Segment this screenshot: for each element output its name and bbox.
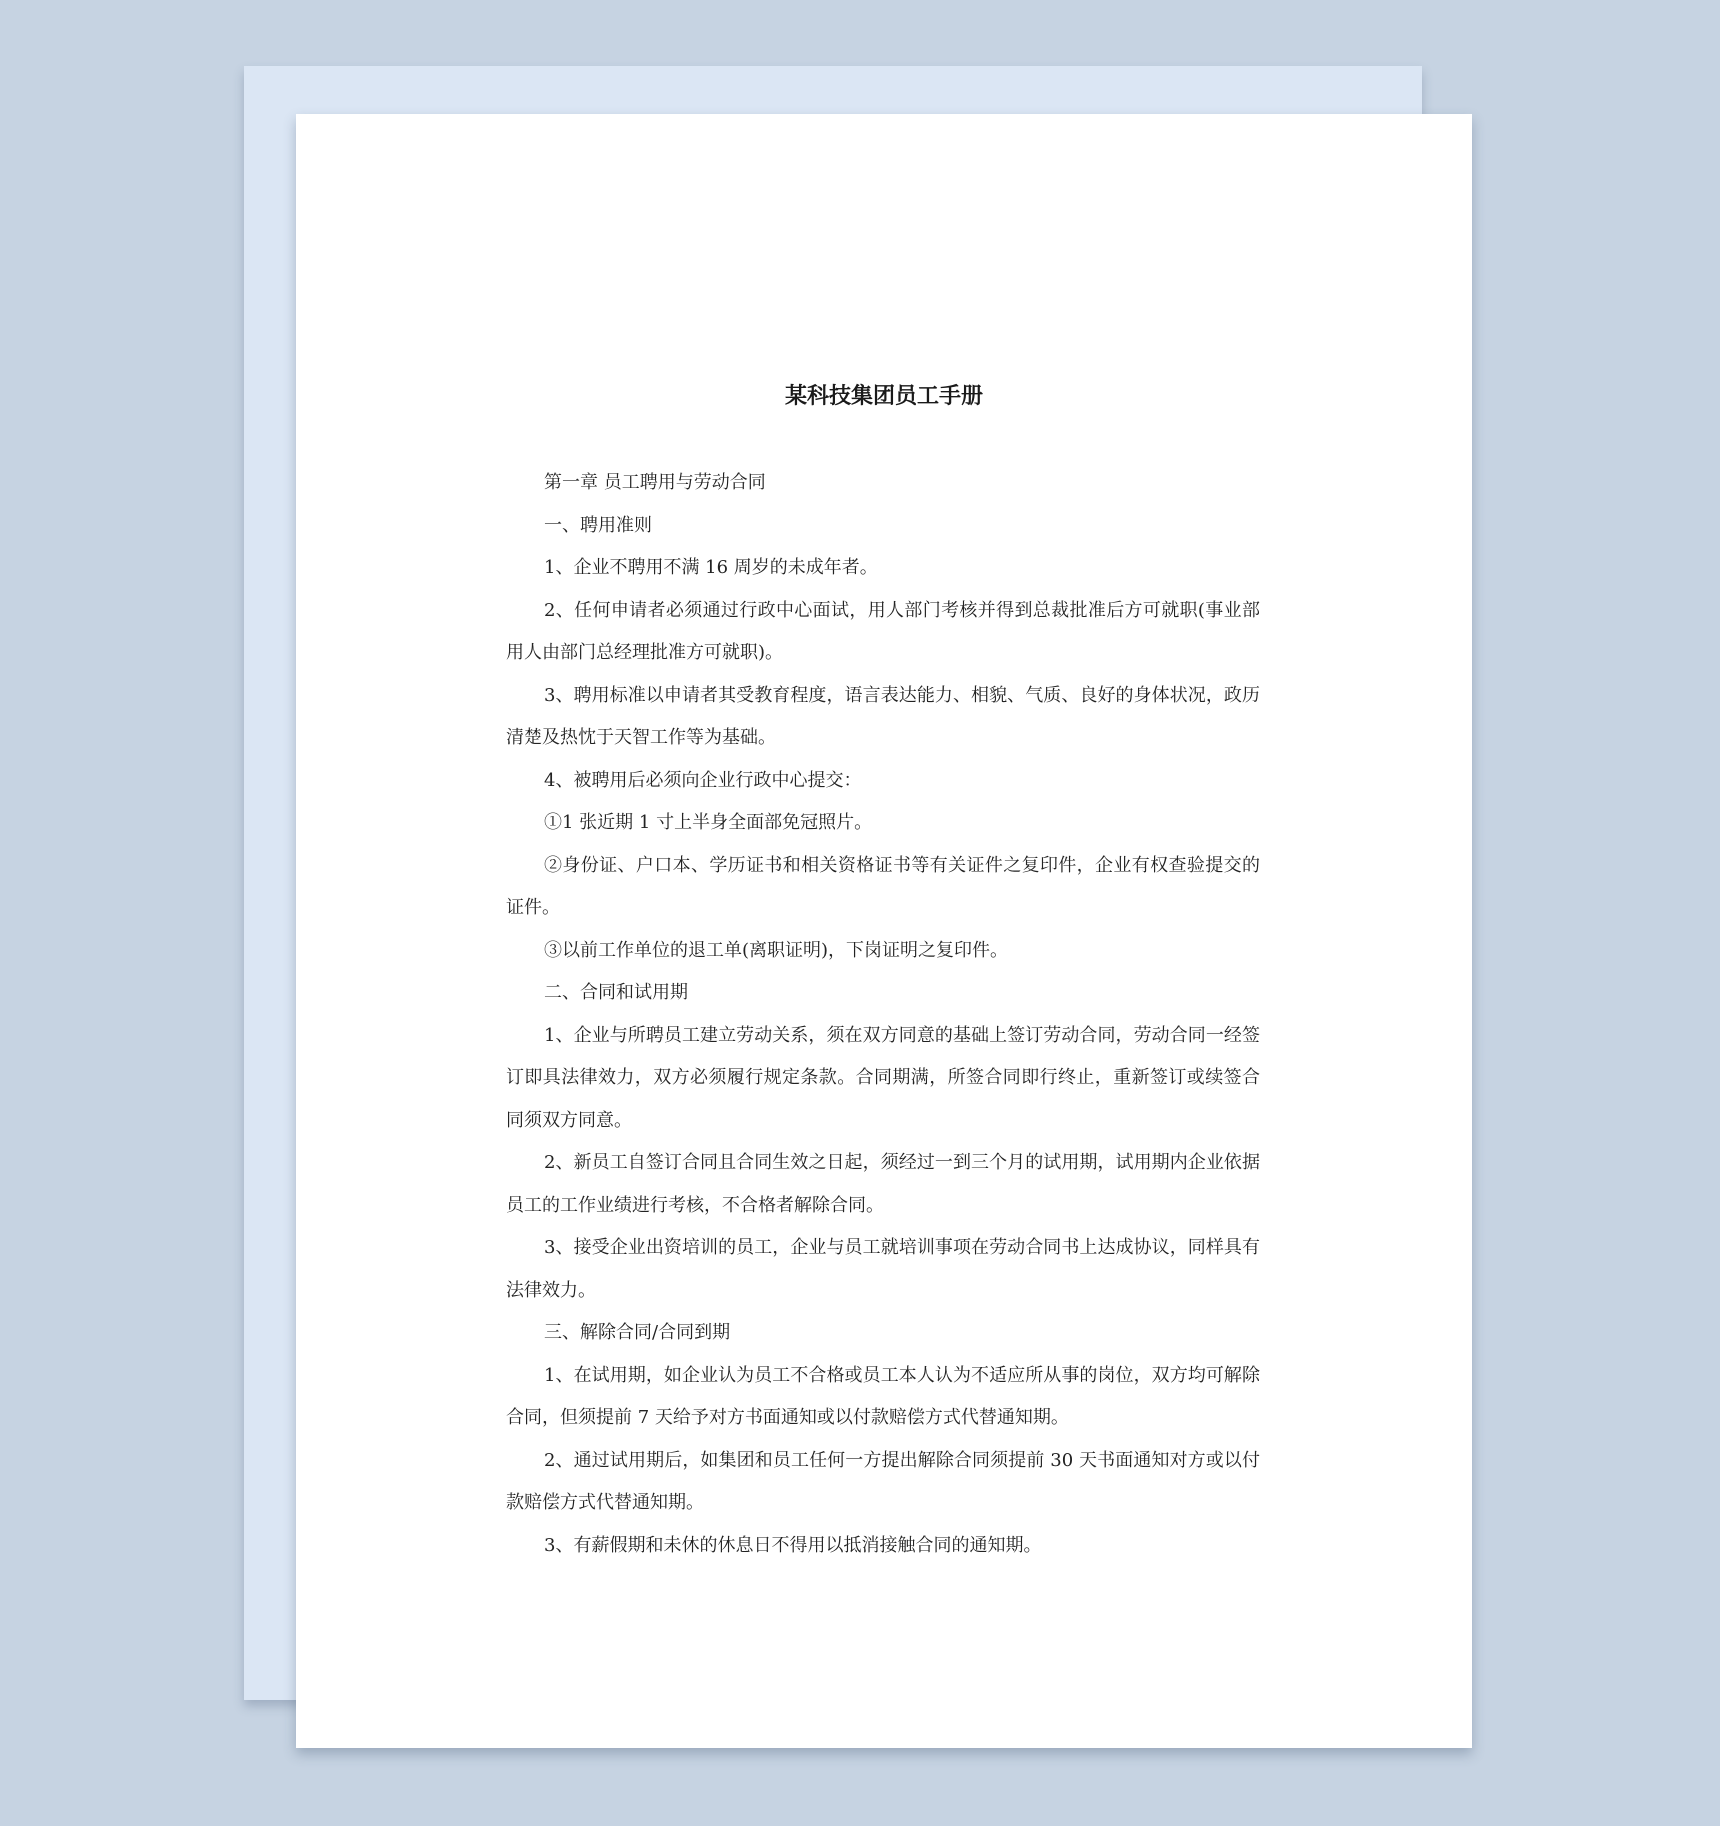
paragraph: 2、通过试用期后，如集团和员工任何一方提出解除合同须提前 30 天书面通知对方或以付款赔偿方式代替通知期。	[506, 1449, 1260, 1513]
paragraph: 3、聘用标准以申请者其受教育程度，语言表达能力、相貌、气质、良好的身体状况，政历清楚及热忱于天智工作等为基础。	[506, 684, 1260, 748]
section-heading-contract-termination: 三、解除合同/合同到期	[544, 1322, 731, 1343]
section-heading-hiring-criteria: 一、聘用准则	[544, 514, 652, 536]
paragraph: 1、企业与所聘员工建立劳动关系，须在双方同意的基础上签订劳动合同，劳动合同一经签订即具法律效力，双方必须履行规定条款。合同期满，所签合同即行终止，重新签订或续签合同须双方同意。	[506, 1024, 1260, 1131]
paragraph: 3、有薪假期和未休的休息日不得用以抵消接触合同的通知期。	[544, 1534, 1042, 1556]
document-title: 某科技集团员工手册	[784, 383, 983, 409]
chapter-heading: 第一章 员工聘用与劳动合同	[544, 472, 766, 493]
list-item: ②身份证、户口本、学历证书和相关资格证书等有关证件之复印件，企业有权查验提交的证件。	[506, 854, 1260, 918]
paragraph: 1、企业不聘用不满 16 周岁的未成年者。	[544, 557, 878, 578]
list-item: ③以前工作单位的退工单(离职证明)，下岗证明之复印件。	[544, 939, 1009, 961]
paragraph: 4、被聘用后必须向企业行政中心提交：	[544, 769, 862, 791]
section-heading-contract-probation: 二、合同和试用期	[544, 982, 688, 1003]
list-item: ①1 张近期 1 寸上半身全面部免冠照片。	[544, 812, 873, 833]
paragraph: 1、在试用期，如企业认为员工不合格或员工本人认为不适应所从事的岗位，双方均可解除合同，但须提前 7 天给予对方书面通知或以付款赔偿方式代替通知期。	[506, 1364, 1260, 1428]
paragraph: 3、接受企业出资培训的员工，企业与员工就培训事项在劳动合同书上达成协议，同样具有法律效力。	[506, 1237, 1260, 1301]
paragraph: 2、新员工自签订合同且合同生效之日起，须经过一到三个月的试用期，试用期内企业依据员工的工作业绩进行考核，不合格者解除合同。	[506, 1152, 1260, 1216]
document-body	[506, 462, 1260, 1567]
document-page	[296, 114, 1472, 1748]
paragraph: 2、任何申请者必须通过行政中心面试，用人部门考核并得到总裁批准后方可就职(事业部用人由部门总经理批准方可就职)。	[506, 599, 1260, 663]
